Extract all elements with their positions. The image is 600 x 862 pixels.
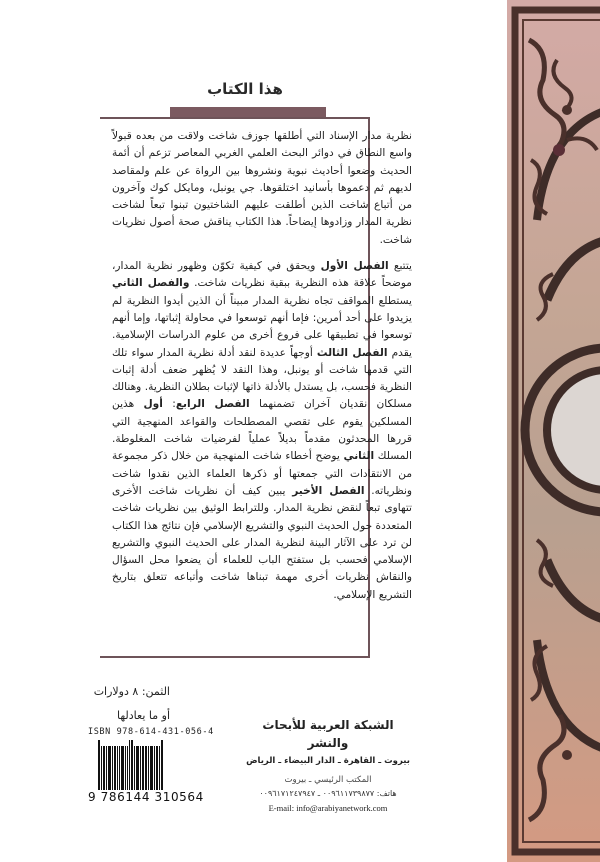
text-segment: هذين المسلكين يقوم على تقصي المصطلحات والقواعد المنهجية التي قررها المحدثون مقدماً بديلاً عملياً لفرضيات شاخت المغلوطة. المسلك [112,398,412,463]
barcode-icon [98,740,164,790]
chapter-one-label: الفصل الأول [320,260,389,273]
publisher-office: المكتب الرئيسي ـ بيروت [284,775,372,785]
description-paragraph-2 [112,258,412,604]
second-approach-label: الثاني [343,450,375,463]
price-line: الثمن: ٨ دولارات [93,685,170,698]
price-info [90,680,170,728]
text-segment: : [162,398,176,411]
publisher-block [240,716,416,815]
text-segment: يتتبع [388,260,413,273]
first-approach-label: أول [143,398,163,411]
text-segment: ويحقق في كيفية تكوّن وظهور نظرية المدار، موضحاً علاقة هذه النظرية ببقية نظريات شاخت. [112,260,412,290]
text-segment: أوجهاً عديدة لنقد أدلة نظرية المدار سواء تلك التي قدمها شاخت أو يونبل، وهذا النقد لا يُظهر ضعف أدلة إثبات النظرية فحسب، بل يستدل بالأدلة ذاتها لإثبات بطلان النظرية. وهنالك مسلكان نقديان آخران تضمنهما [112,346,412,411]
publisher-phone: هاتف: ٠٠٩٦١١٧٣٩٨٧٧ ـ ٠٠٩٦١٧١٢٤٧٩٤٧ [259,789,397,798]
publisher-name: الشبكة العربية للأبحاث والنشر [262,718,394,750]
chapter-four-label: الفصل الرابع [175,398,250,411]
price-equivalent: أو ما يعادلها [117,709,170,722]
book-description [112,128,412,613]
isbn-label: ISBN 978-614-431-056-4 [88,727,214,737]
chapter-two-label: والفصل الثاني [112,277,190,290]
text-segment: يوضح أخطاء شاخت المنهجية من خلال ذكر مجموعة من الانتقادات التي جمعتها أو ذكرها العلماء الذين نقدوا شاخت ونظرياته. [112,450,413,497]
decorative-arabesque-panel [507,0,600,862]
chapter-three-label: الفصل الثالث [316,346,388,359]
title-accent-bar [170,107,326,117]
publisher-cities: بيروت ـ القاهرة ـ الدار البيضاء ـ الرياض [246,756,410,766]
text-segment: يستطلع المواقف تجاه نظرية المدار مبيناً أن الذين أيدوا النظرية لم يزيدوا على أحد أمرين: فإما أنهم توسعوا في محاولة إثباتها، وإما أنهم توسعوا في تطبيقها على فروع أخرى من علوم الدراسات الإسلامية. يقدم [112,294,413,359]
last-chapter-label: الفصل الأخير [292,484,365,497]
barcode-digits: 9 786144 310564 [88,790,204,804]
arabesque-pattern-icon [507,0,600,862]
section-title: هذا الكتاب [207,80,283,98]
text-segment: يبين كيف أن نظريات شاخت الأخرى تتهاوى تبعاً لنقض نظرية المدار. وللترابط الوثيق بين نظريات شاخت المتعددة حول الحديث النبوي والتشريع الإسلامي فإن نتائج هذا الكتاب لن ترد على الآثار البينة لنظرية المدار على الحديث النبوي والتشريع الإسلامي فحسب بل ستفتح الباب للعلماء أن يضعوا محل السؤال والنقاش نظريات أخرى مهمة تبناها شاخت وأتباعه تتعلق بتاريخ التشريع الإسلامي. [112,484,412,601]
description-paragraph-1: نظرية مدار الإسناد التي أطلقها جوزف شاخت ولاقت من بعده قبولاً واسع النطاق في دوائر البحث العلمي الغربي المعاصر تزعم أن أئمة الحديث وضعوا أحاديث نبوية ونشروها بين الرواة عن علم ولمقاصد لديهم ثم دعموها بأسانيد اختلقوها. جي يونبل، ومايكل كوك وآخرون من أتباع شاخت الذين أطلقت عليهم الشاختيون تبنوا تبعاً لشاخت نظرية المدار وزادوها إيضاحاً. هذا الكتاب يناقش صحة أصول نظريات شاخت. [112,130,412,246]
publisher-email: E-mail: info@arabiyanetwork.com [268,803,388,813]
